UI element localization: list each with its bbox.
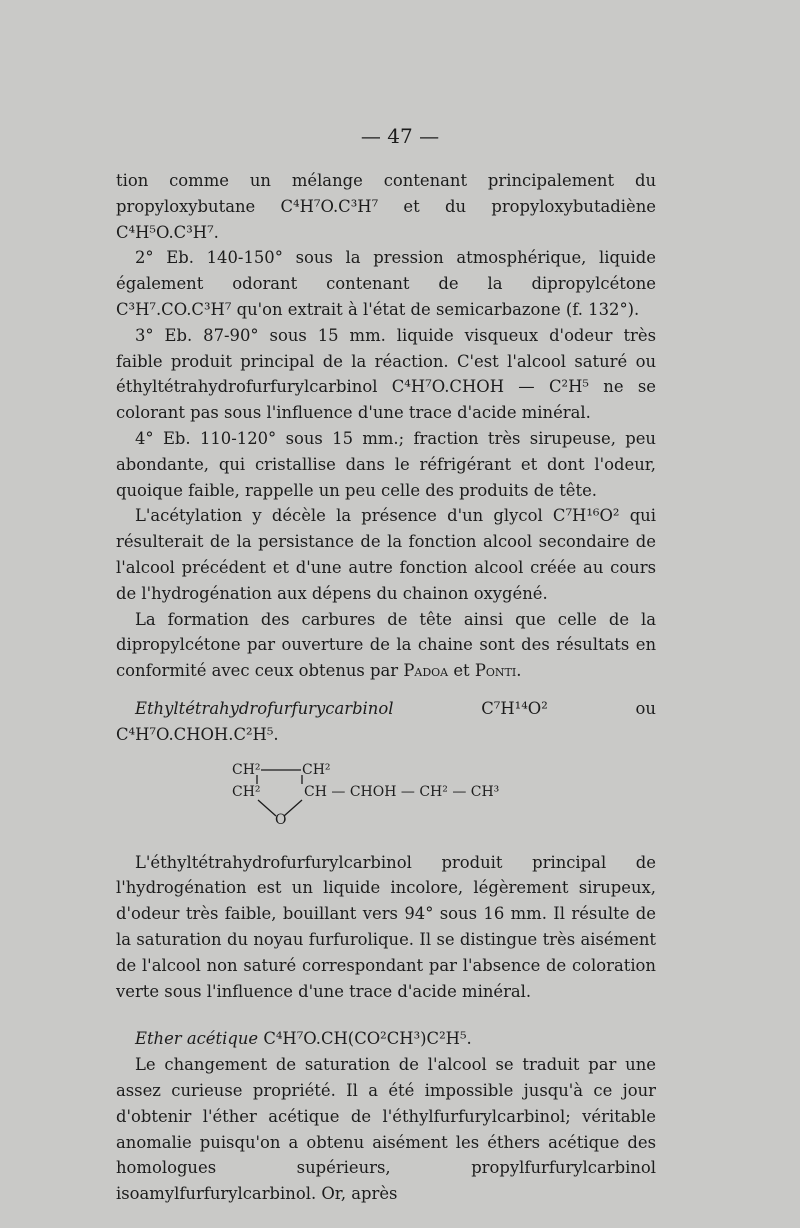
compound-name: Ethyltétrahydrofurfurycarbinol — [135, 698, 394, 718]
paragraph: 2° Eb. 140-150° sous la pression atmosphérique, liquide également odorant contenant de la dipropylcétone C³H⁷.CO.C³H⁷ qu'on extrait à l'état de semicarbazone (f. 132°). — [116, 248, 656, 319]
conjunction: et — [453, 661, 470, 681]
section-heading — [116, 696, 656, 748]
author-padoa: Padoa — [403, 661, 449, 681]
spacer — [116, 830, 656, 850]
ring-oxygen: O — [275, 811, 287, 828]
paragraph-text: La formation des carbures de tête ainsi que celle de la dipropylcétone par ouverture de la chaine sont des résultats en conformité avec ceux obtenus par — [116, 609, 656, 681]
section-heading — [116, 1026, 656, 1052]
paragraph: L'éthyltétrahydrofurfurylcarbinol produit principal de l'hydrogénation est un liquide incolore, légèrement sirupeux, d'odeur très faible, bouillant vers 94° sous 16 mm. Il résulte de la saturation du noyau furfurolique. Il se distingue très aisément de l'alcool non saturé correspondant par l'absence de coloration verte sous l'influence d'une trace d'acide minéral. — [116, 852, 656, 1001]
compound-formula: C⁴H⁷O.CH(CO²CH³)C²H⁵. — [263, 1029, 472, 1049]
page-number: — 47 — — [360, 124, 440, 148]
page-content — [116, 168, 656, 1207]
spacer — [116, 1004, 656, 1014]
ch2-top-left: CH² — [232, 761, 261, 778]
ch2-bottom-left: CH² — [232, 783, 261, 800]
paragraph: tion comme un mélange contenant principalement du propyloxybutane C⁴H⁷O.C³H⁷ et du propyloxybutadiène C⁴H⁵O.C³H⁷. — [116, 171, 656, 242]
side-chain: CH — CHOH — CH² — CH³ — [304, 783, 500, 800]
author-ponti: Ponti. — [474, 661, 522, 681]
paragraph-padoa — [116, 607, 656, 684]
ch2-top-right: CH² — [302, 761, 331, 778]
structural-formula — [116, 760, 656, 830]
compound-name: Ether acétique — [135, 1029, 259, 1049]
paragraph: Le changement de saturation de l'alcool se traduit par une assez curieuse propriété. Il a été impossible jusqu'à ce jour d'obtenir l'éther acétique de l'éthylfurfurylcarbinol; véritable anomalie puisqu'on a obtenu aisément les éthers acétique des homologues supérieurs, propylfurfurylcarbinol isoamylfurfurylcarbinol. Or, après — [116, 1055, 656, 1204]
paragraph: L'acétylation y décèle la présence d'un glycol C⁷H¹⁶O² qui résulterait de la persistance de la fonction alcool secondaire de l'alcool précédent et d'une autre fonction alcool créée au cours de l'hydrogénation aux dépens du chainon oxygéné. — [116, 506, 656, 603]
paragraph: 3° Eb. 87-90° sous 15 mm. liquide visqueux d'odeur très faible produit principal de la réaction. C'est l'alcool saturé ou éthyltétrahydrofurfurylcarbinol C⁴H⁷O.CHOH — C²H⁵ ne se colorant pas sous l'influence d'une trace d'acide minéral. — [116, 325, 656, 423]
paragraph: 4° Eb. 110-120° sous 15 mm.; fraction très sirupeuse, peu abondante, qui cristallise dans le réfrigérant et dont l'odeur, quoique faible, rappelle un peu celle des produits de tête. — [116, 428, 656, 500]
compound-formula: C⁷H¹⁴O² ou C⁴H⁷O.CHOH.C²H⁵. — [116, 698, 656, 744]
